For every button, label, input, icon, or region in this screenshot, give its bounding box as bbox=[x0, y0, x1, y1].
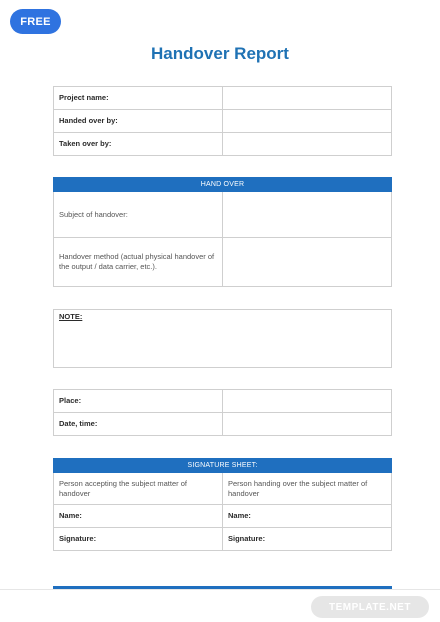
place-label: Place: bbox=[54, 390, 223, 413]
handover-header: HAND OVER bbox=[54, 178, 392, 192]
handed-over-by-label: Handed over by: bbox=[54, 110, 223, 133]
free-badge: FREE bbox=[10, 9, 61, 34]
project-info-table bbox=[53, 86, 392, 156]
signature-table bbox=[53, 458, 392, 551]
place-field[interactable] bbox=[223, 390, 392, 413]
handing-person-header: Person handing over the subject matter of handover bbox=[223, 473, 392, 505]
accepting-person-header: Person accepting the subject matter of handover bbox=[54, 473, 223, 505]
accepting-name-label: Name: bbox=[54, 505, 223, 528]
date-time-label: Date, time: bbox=[54, 413, 223, 436]
handover-table bbox=[53, 177, 392, 287]
taken-over-by-field[interactable] bbox=[223, 133, 392, 156]
page-title: Handover Report bbox=[151, 44, 289, 63]
handed-over-by-field[interactable] bbox=[223, 110, 392, 133]
note-box[interactable] bbox=[53, 309, 392, 368]
handing-signature-label: Signature: bbox=[223, 528, 392, 551]
handing-name-label: Name: bbox=[223, 505, 392, 528]
note-label: NOTE: bbox=[59, 312, 83, 321]
place-table bbox=[53, 389, 392, 436]
template-net-watermark: TEMPLATE.NET bbox=[311, 596, 429, 618]
project-name-field[interactable] bbox=[223, 87, 392, 110]
date-time-field[interactable] bbox=[223, 413, 392, 436]
handover-method-field[interactable] bbox=[223, 238, 392, 287]
subject-of-handover-label: Subject of handover: bbox=[54, 192, 223, 238]
accepting-signature-label: Signature: bbox=[54, 528, 223, 551]
subject-of-handover-field[interactable] bbox=[223, 192, 392, 238]
project-name-label: Project name: bbox=[54, 87, 223, 110]
footer-divider bbox=[0, 589, 440, 590]
taken-over-by-label: Taken over by: bbox=[54, 133, 223, 156]
signature-header: SIGNATURE SHEET: bbox=[54, 459, 392, 473]
handover-method-label: Handover method (actual physical handover of the output / data carrier, etc.). bbox=[54, 238, 223, 287]
